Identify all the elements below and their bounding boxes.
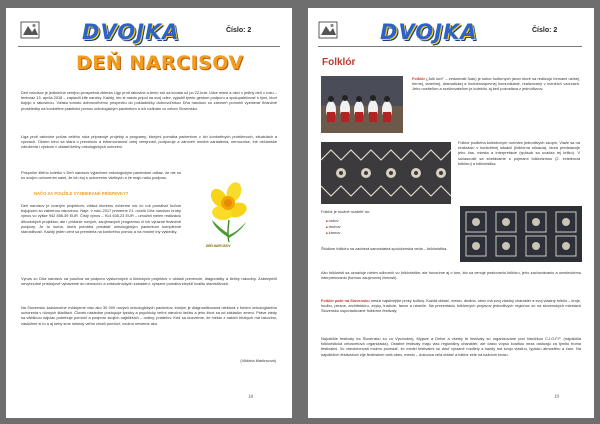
issue-number: Číslo: 2 (226, 27, 252, 34)
header-rule (318, 46, 582, 47)
paragraph-liga: Liga proti rakovine počas celého roka pripravuje projekty a programy, ktorými pomáha pacientom v ich konkrétnych problémoch, situáciách a výzvach. Okrem toho sa stará o prevenciu a informovanosť celej verejnosti, podporuje a zároveň mnohé zariadenia, nemocnice, iné občianske združenia i výskum v oblasti liečby onkologických ochorení. (21, 134, 277, 150)
list-item: ■ žánrov (326, 230, 341, 236)
paragraph-vynos: Deň narcisov je nosným projektom, vďaka ktorému môžeme rok čo rok pomáhať ľuďom bojujúcim so zákernou rakovinou. Napr. v roku 2017 primerne 21. ročník Dňa narcisov hrubý výnos vo výške 942 856,39 EUR. Čistý výnos – 914 635,23 EUR – umožnil nielen realizáciu dlhodobých projektov, ale i prídanie nových, zaujímavých programov či ich výrazné finančné podpory. Je to suma, ktorá pomáha prinášať onkologickým pacientom komplexné starostlivosť. Každý jeden cent sa premieňa na konkrétnu pomoc a na mnohé iný výsledky. (21, 203, 181, 235)
paragraph-folkloristika: Štúdium folklóru sa zaoberá samostatná spoločenská veda – folkloristika. (321, 246, 448, 251)
page-number: 19 (554, 395, 559, 400)
masthead-logo: DVOJKA (380, 20, 478, 44)
folk-dancers-image-icon (321, 76, 403, 133)
definition-text: („folk lore" – vedomosti ľudu) je súbor kultúrnych javov ktoré sa realizujú formami ústnej, hernej, tanečnej, dramatickej a hudobnospevnej komunikácie, realizovaný v menších vzorcach. Jeho nositeľom a rozširovateľom je kolektív, aj keď pozostáva z jednotlivcov. (412, 76, 580, 92)
paragraph-norms: Folklór podlieha kolektívnym normám jednotlivých skupín. Viaže sa na realizáciu v konkrétnej situácii (folklórna situácia), ktorá predstavuje jeho čas, miesta a interpretácie (spôsob sa uvádza tej krtiko). V súčasnosti sa stretávame s pojmami folklorizmus (2. existencia folklóru) a folkloristika. (458, 140, 580, 166)
article-headline: Folklór (322, 57, 356, 68)
left-page (6, 8, 292, 418)
paragraph-pacienti: Na Slovensku každoročne evidujeme viac ako 30 000 nových onkologických pacientov, ktorým je diagnostikovaná niektorá z foriem onkologického ochorenia v rôznych štádiách. Človek následne postupuje fyzicky a psychicky veľmi náročnú liečbu a jeho život sa od základov zmení. Práve vtedy sa väčšinou najviac potrebuje pomôcť a podporu svojich najbližších – rodiny, priateľov. Keď sa dozvieme, že niekto z našich blízkych má rakovinu, zaslúžme si to a aj keby sme nekedy veľmi chceli pomôcť, možno nevieme ako. (21, 305, 277, 326)
folklore-categories-list (326, 218, 341, 236)
author-credit: (Viktória Martincová) (240, 358, 276, 363)
school-logo-icon (318, 21, 338, 39)
paragraph-intro: Deň narcisov je jedinečná verejno-prospešná zbierka Ligy proti rakovine a tento rok sa konala už po 22-krát. Ulice miest a obcí v jediný deň v roku – tentoraz 13. apríla 2018 – zaplavili žlté narcisy. Každý, kto si narcis pripol na svoj odev, vyjadril týmto gestom podporu a spolupatričnosť s tými, ktorí bojujú s rakovinou. Vďaka tomuto dobrovoľnému príspevku do pokladničky dobrovoľníkov Dňa narcisov sú zárovеň pomohli vyzbierať finančné prostriedky na konkrétne praktickú pomoc onkologickým pacientom a ich rodinám vo celom Slovensku. (21, 90, 277, 111)
slovensko-text: medzi najsilnejšie prvky kultúry. Každá oblasť, mesto, dedina, obec má svoj vlastný charakter a svoj vlastný folklór – kroje, hudbu, piesne, architektúru, zvyky, tradície, tance a nárečie. Na prezentáciu folklórnych prejavov jednotlivých regiónov sú na slovenských miestach Slovensko usporiadúvané folklórne festivaly. (321, 298, 581, 314)
issue-number: Číslo: 2 (532, 27, 558, 34)
slovensko-lead: Folklór patrí na Slovensku (321, 298, 370, 303)
narcissus-flower-icon (202, 180, 256, 250)
embroidery-photo (321, 142, 451, 204)
sub-heading: NAČO SA POUŽILE VYZBIERANÉ PRÍSPEVKY? (34, 191, 129, 196)
page-number: 18 (248, 395, 253, 400)
school-logo-icon (20, 21, 40, 39)
paragraph-division: Folklór je možné rozdeliť do: (321, 209, 371, 214)
paragraph-folkloristi: Ako folkloristi sa označuje nielen odborník vo folkloristike, ale hovoríme aj o tom, kto sa venuje pestovaniu folklóru, jeho zachovávaniu a umeleckému interpretovaniu (formou zaujímovej činnosti). (321, 270, 581, 281)
paragraph-festivaly: Najväčšie festivaly na Slovensku sú vo Východnej, Myjave a Detve a všetky tri festivaly sú organizované pod hlavičkou C.I.O.F.F. (najväčšia folkloristická celosvetová organizácia). Ostatné festivaly majú viac regionálny charakter, ale často vopsú kvalitou neza ostávajú za týmito troma festivalmi. Vo všeobecnosti možno povedať, že medzi festivalmi sú dosť výrazné rozdiely a každý má svoju vlastnú, typickú atmosféru a čaro. Na najväčších festivaloch žije festivalom celá obec, mesto – dokonca celá oblasť a folklór zide na každom kroku. (321, 336, 581, 357)
folk-embroidery-image-icon (321, 142, 451, 204)
article-headline: DEŇ NARCISOV (76, 52, 244, 74)
right-page (308, 8, 594, 418)
narcissus-illustration (202, 180, 256, 250)
paragraph-vyskum: Výnos zo Dňa narcisov sa použiva na podporu výskumných a klinických projektov v oblasti prevencie, diagnostiky a liečby rakoviny. Zabezpečil nevyhnutné prístrojové vybavenie do nemocníc a zdravotníckych zariadení, výrazne pomáha zlepšiť kvalitu starostlivosti. (21, 276, 277, 287)
lace-photo (460, 206, 582, 262)
flower-caption: DEŇ NARCISOV (206, 244, 231, 248)
header-rule (18, 46, 280, 47)
folk-lace-image-icon (460, 206, 582, 262)
paragraph-kvietok: Prispolím žltého kvietku v Deň narcisov vyjadríme onkologickým pacientom odkaz, že nie sú so svojím ochorením sami, že ich boj s ochorením všetkých a že majú našu podporu. (21, 170, 181, 181)
folklor-lead-term: Folklór (412, 76, 425, 81)
list-item: ■ rodov (326, 218, 341, 224)
list-item: ■ druhov (326, 224, 341, 230)
masthead-logo: DVOJKA (82, 20, 180, 44)
folk-dancers-photo (321, 76, 403, 133)
paragraph-slovensko (321, 298, 581, 314)
paragraph-definition (412, 76, 580, 92)
